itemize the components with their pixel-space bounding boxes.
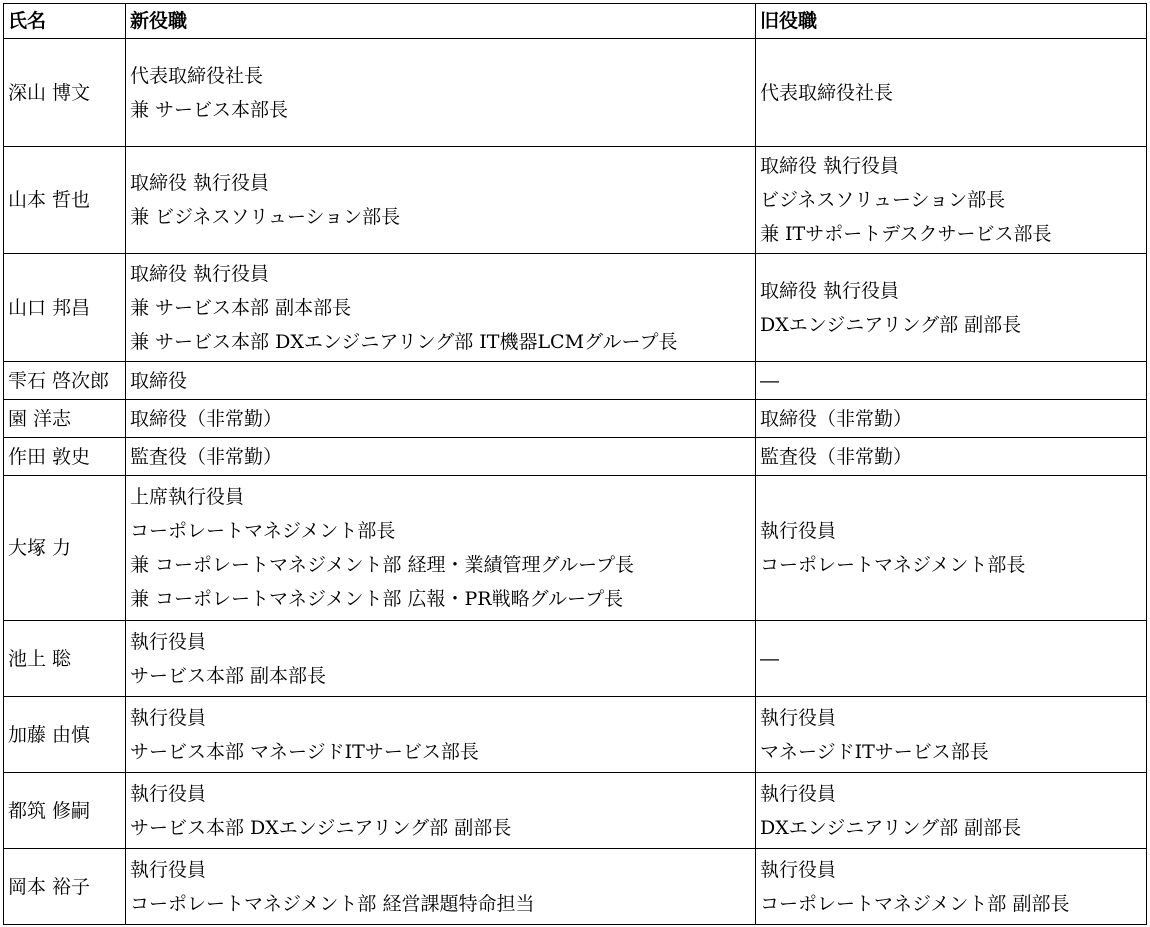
person-name: 山本 哲也 [4,147,126,254]
old-role-line: DXエンジニアリング部 副部長 [760,313,1022,336]
old-role-cell [756,362,1147,400]
person-name: 山口 邦昌 [4,254,126,362]
old-role-line: 代表取締役社長 [760,81,894,104]
table-row [4,400,1147,438]
person-name: 加藤 由慎 [4,697,126,773]
old-role-line: マネージドITサービス部長 [760,740,989,763]
old-role-line: DXエンジニアリング部 副部長 [760,816,1022,839]
new-role-line: 兼 コーポレートマネジメント部 経理・業績管理グループ長 [130,554,634,576]
old-role-cell [756,39,1147,147]
new-role-cell [126,254,756,362]
table-row [4,697,1147,773]
old-role-cell [756,254,1147,362]
person-name: 都筑 修嗣 [4,773,126,849]
new-role-line: 取締役（非常勤） [130,407,283,430]
table-body [4,39,1147,925]
new-role-line: 取締役 執行役員 [130,262,270,285]
person-name: 岡本 裕子 [4,849,126,925]
new-role-line: 取締役 [130,369,188,392]
new-role-line: サービス本部 マネージドITサービス部長 [130,740,479,763]
header-row [4,4,1147,39]
new-role-cell [126,476,756,621]
new-role-line: 監査役（非常勤） [130,445,283,468]
new-role-line: サービス本部 DXエンジニアリング部 副部長 [130,816,512,839]
old-role-line: ビジネスソリューション部長 [760,189,1006,211]
old-role-line: 取締役 執行役員 [760,279,900,302]
new-role-cell [126,849,756,925]
new-role-cell [126,39,756,147]
new-role-line: 兼 ビジネスソリューション部長 [130,206,401,228]
old-role-cell [756,697,1147,773]
old-role-line: 監査役（非常勤） [760,445,913,468]
old-role-line: 執行役員 [760,706,837,729]
new-role-line: 執行役員 [130,706,207,729]
executive-roles-table [3,3,1147,925]
old-role-line: コーポレートマネジメント部長 [760,554,1026,576]
table-row [4,773,1147,849]
old-role-line: コーポレートマネジメント部 副部長 [760,892,1070,915]
table-row [4,147,1147,254]
old-role-line: 執行役員 [760,858,837,881]
old-role-line: 取締役（非常勤） [760,407,913,430]
new-role-line: 兼 コーポレートマネジメント部 広報・PR戦略グループ長 [130,588,624,610]
old-role-line: 取締役 執行役員 [760,155,900,177]
old-role-line: ― [760,647,779,670]
new-role-cell [126,362,756,400]
header-new-role: 新役職 [126,4,756,39]
old-role-cell [756,849,1147,925]
old-role-line: 執行役員 [760,782,837,805]
new-role-line: 兼 サービス本部 DXエンジニアリング部 IT機器LCMグループ長 [130,330,678,353]
table-row [4,362,1147,400]
old-role-cell [756,476,1147,621]
header-name: 氏名 [4,4,126,39]
new-role-line: サービス本部 副本部長 [130,664,327,687]
new-role-cell [126,147,756,254]
old-role-cell [756,438,1147,476]
table-row [4,39,1147,147]
old-role-line: 執行役員 [760,520,837,542]
new-role-cell [126,697,756,773]
old-role-line: 兼 ITサポートデスクサービス部長 [760,223,1052,245]
new-role-line: コーポレートマネジメント部 経営課題特命担当 [130,892,535,915]
new-role-line: 上席執行役員 [130,486,245,508]
new-role-line: 執行役員 [130,782,207,805]
new-role-line: 代表取締役社長 [130,64,264,87]
person-name: 池上 聡 [4,621,126,697]
old-role-cell [756,147,1147,254]
person-name: 深山 博文 [4,39,126,147]
old-role-cell [756,621,1147,697]
old-role-cell [756,773,1147,849]
old-role-cell [756,400,1147,438]
new-role-line: 兼 サービス本部長 [130,98,289,121]
table-row [4,254,1147,362]
table-row [4,849,1147,925]
table-row [4,476,1147,621]
new-role-line: 兼 サービス本部 副本部長 [130,296,352,319]
table-header [4,4,1147,39]
new-role-cell [126,400,756,438]
person-name: 園 洋志 [4,400,126,438]
person-name: 雫石 啓次郎 [4,362,126,400]
table-row [4,621,1147,697]
new-role-line: 執行役員 [130,858,207,881]
old-role-line: ― [760,369,779,392]
new-role-cell [126,773,756,849]
new-role-cell [126,621,756,697]
new-role-line: 取締役 執行役員 [130,172,270,194]
new-role-cell [126,438,756,476]
new-role-line: 執行役員 [130,630,207,653]
person-name: 大塚 力 [4,476,126,621]
header-old-role: 旧役職 [756,4,1147,39]
new-role-line: コーポレートマネジメント部長 [130,520,396,542]
person-name: 作田 敦史 [4,438,126,476]
table-row [4,438,1147,476]
